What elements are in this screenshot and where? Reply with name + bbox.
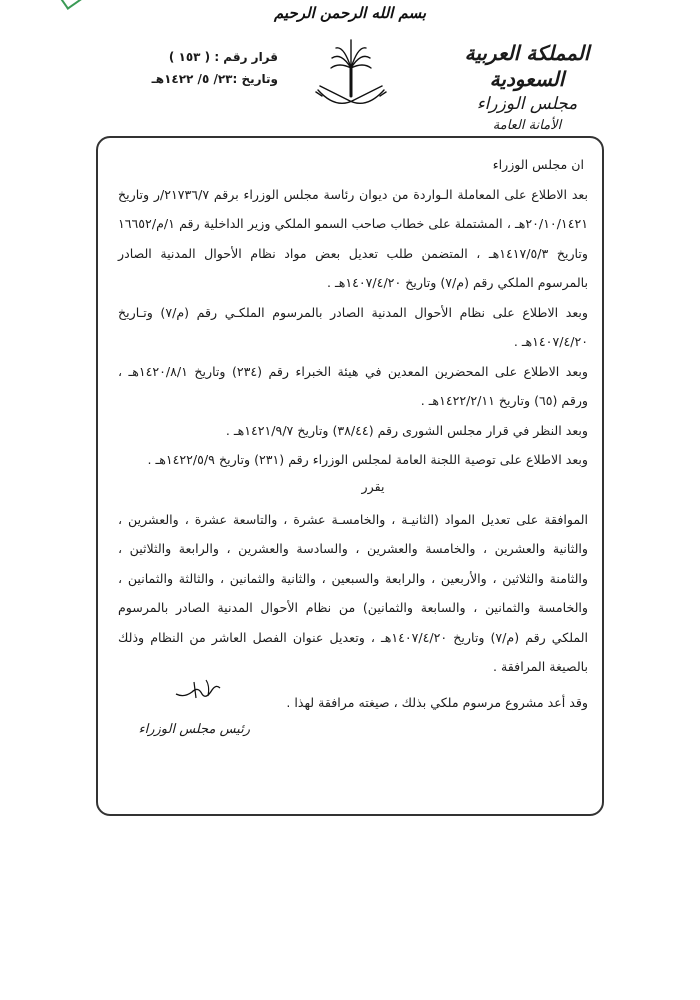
decides-heading: يقرر — [361, 478, 385, 494]
basmala: بسم الله الرحمن الرحيم — [273, 4, 427, 22]
decision-number: قرار رقم : ( ١٥٣ ) — [168, 50, 278, 64]
general-secretariat: الأمانة العامة — [492, 118, 562, 133]
recital-5: وبعد الاطلاع على توصية اللجنة العامة لمجلس الوزراء رقم (٢٣١) وتاريخ ١٤٢٢/٥/٩هـ . — [147, 452, 588, 467]
council-name: مجلس الوزراء — [476, 94, 578, 114]
decision-date: وتاريخ :٢٣/ ٥/ ١٤٢٢هـ — [151, 72, 278, 86]
closing-text: وقد أعد مشروع مرسوم ملكي بذلك ، صيغته مرافقة لهذا . — [286, 694, 588, 710]
recital-1: بعد الاطلاع على المعاملة الـواردة من ديوان رئاسة مجلس الوزراء برقم ٢١٧٣٦/٧/ر وتاريخ ٢٠/١٠/١٤٢١هـ ، المشتملة على خطاب صاحب السمو الملكي وزير الداخلية رقم ١/م/١٦٦٥٢ وتاريخ ١٤١٧/٥/٣هـ ، المتضمن طلب تعديل بعض مواد نظام الأحوال المدنية الصادر بالمرسوم الملكي رقم (م/٧) وتاريخ ١٤٠٧/٤/٢٠هـ . — [118, 186, 589, 290]
decision-text: الموافقة على تعديل المواد (الثانيـة ، والخامسـة عشرة ، والتاسعة عشرة ، والعشرين ، والثانية والعشرين ، والخامسة والعشرين ، والسادسة والعشرين ، والرابعة والثلاثين ، والثامنة والثلاثين ، والأربعين ، والرابعة والسبعين ، والثانية والثمانين ، والثالثة والثمانين ، والخامسة والثمانين ، والسابعة والثمانين) من نظام الأحوال المدنية الصادر بالمرسوم الملكي رقم (م/٧) وتاريخ ١٤٠٧/٤/٢٠هـ ، وتعديل عنوان الفصل العاشر من النظام وذلك بالصيغة المرافقة . — [118, 511, 588, 674]
recital-4: وبعد النظر في قرار مجلس الشورى رقم (٣٨/٤٤) وتاريخ ١٤٢١/٩/٧هـ . — [225, 422, 588, 438]
decision-info — [118, 46, 278, 90]
recital-2: وبعد الاطلاع على نظام الأحوال المدنية الصادر بالمرسوم الملكـي رقم (م/٧) وتـاريخ ١٤٠٧/٤/٢٠هـ . — [118, 304, 588, 349]
saudi-emblem-icon — [310, 38, 392, 118]
letterhead-right — [442, 40, 612, 136]
signature-scribble — [172, 676, 224, 704]
kingdom-name: المملكة العربية السعودية — [464, 41, 590, 91]
recital-3: وبعد الاطلاع على المحضرين المعدين في هيئة الخبراء رقم (٢٣٤) وتاريخ ١٤٢٠/٨/١هـ ، ورقم (٦٥) وتاريخ ١٤٢٢/٢/١١هـ . — [118, 363, 588, 408]
salutation: ان مجلس الوزراء — [492, 157, 584, 172]
signatory-title: رئيس مجلس الوزراء — [138, 722, 250, 737]
decision-body — [118, 150, 588, 717]
